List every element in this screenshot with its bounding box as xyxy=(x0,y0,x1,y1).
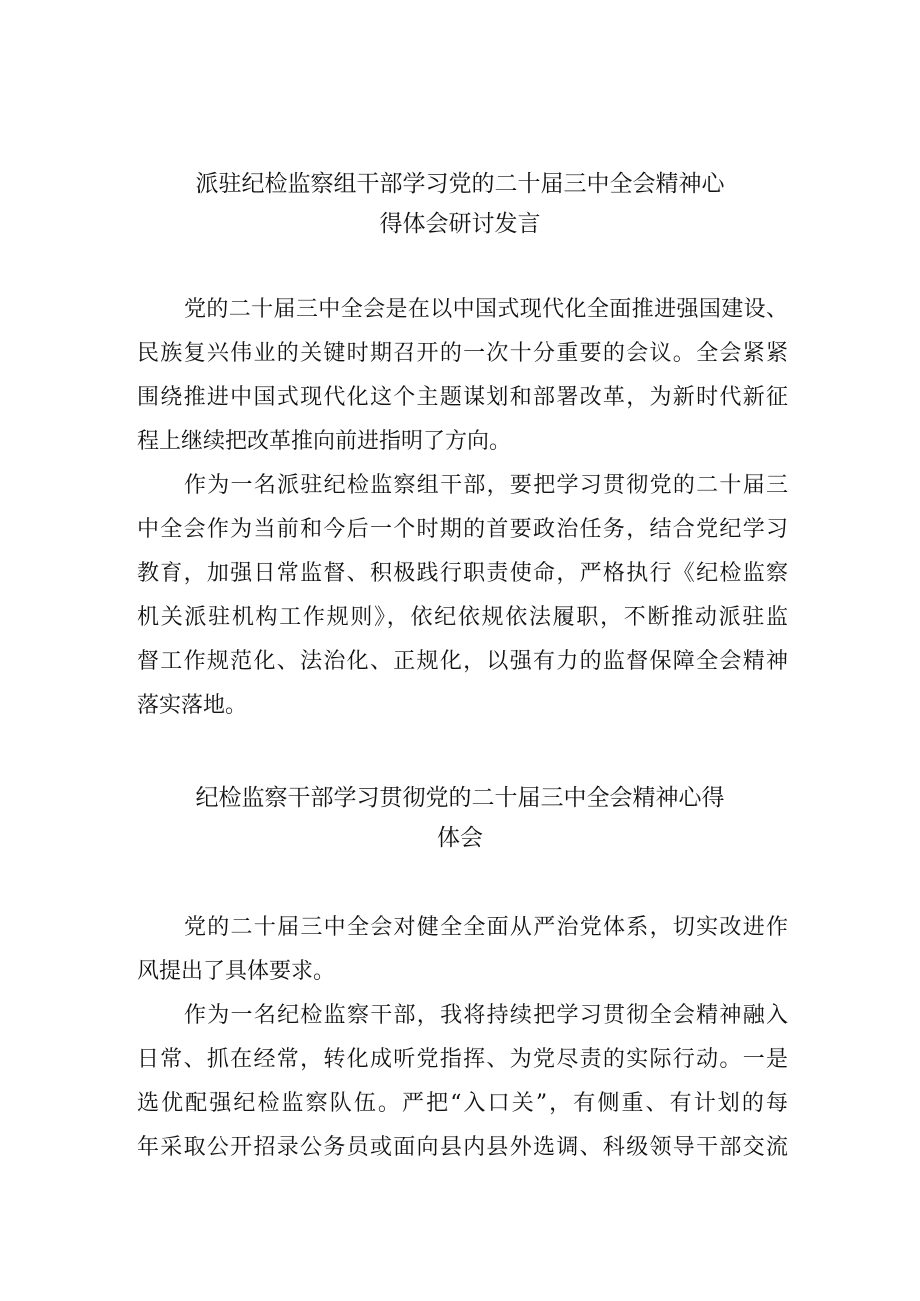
title-line: 体会 xyxy=(437,825,483,851)
paragraph-line: 督工作规范化、法治化、正规化，以强有力的监督保障全会精神 xyxy=(137,649,788,674)
paragraph-line: 围绕推进中国式现代化这个主题谋划和部署改革，为新时代新征 xyxy=(137,385,788,410)
paragraph-line: 风提出了具体要求。 xyxy=(137,959,336,984)
paragraph-line: 机关派驻机构工作规则》，依纪依规依法履职，不断推动派驻监 xyxy=(137,605,788,630)
title-line: 纪检监察干部学习贯彻党的二十届三中全会精神心得 xyxy=(195,785,725,811)
section-1-paragraph-1 xyxy=(137,288,788,464)
paragraph-line: 程上继续把改革推向前进指明了方向。 xyxy=(137,429,512,454)
section-1-paragraph-2 xyxy=(137,464,788,728)
paragraph-line: 选优配强纪检监察队伍。严把“入口关”，有侧重、有计划的每 xyxy=(137,1091,788,1116)
paragraph-line: 作为一名纪检监察干部，我将持续把学习贯彻全会精神融入 xyxy=(184,1003,788,1028)
section-2-title xyxy=(130,778,790,858)
paragraph-line: 年采取公开招录公务员或面向县内县外选调、科级领导干部交流 xyxy=(137,1135,788,1160)
paragraph-line: 日常、抓在经常，转化成听党指挥、为党尽责的实际行动。一是 xyxy=(137,1047,788,1072)
paragraph-line: 作为一名派驻纪检监察组干部，要把学习贯彻党的二十届三 xyxy=(184,473,788,498)
section-2-paragraph-2 xyxy=(137,994,788,1170)
paragraph-line: 教育，加强日常监督、积极践行职责使命，严格执行《纪检监察 xyxy=(137,561,788,586)
paragraph-line: 落实落地。 xyxy=(137,693,248,718)
paragraph-line: 党的二十届三中全会对健全全面从严治党体系，切实改进作 xyxy=(184,915,788,940)
paragraph-line: 民族复兴伟业的关键时期召开的一次十分重要的会议。全会紧紧 xyxy=(137,341,788,366)
paragraph-line: 党的二十届三中全会是在以中国式现代化全面推进强国建设、 xyxy=(184,297,788,322)
title-line: 派驻纪检监察组干部学习党的二十届三中全会精神心 xyxy=(195,171,725,197)
section-1-title xyxy=(130,164,790,244)
paragraph-line: 中全会作为当前和今后一个时期的首要政治任务，结合党纪学习 xyxy=(137,517,788,542)
section-2-paragraph-1 xyxy=(137,906,788,994)
title-line: 得体会研讨发言 xyxy=(379,211,541,237)
